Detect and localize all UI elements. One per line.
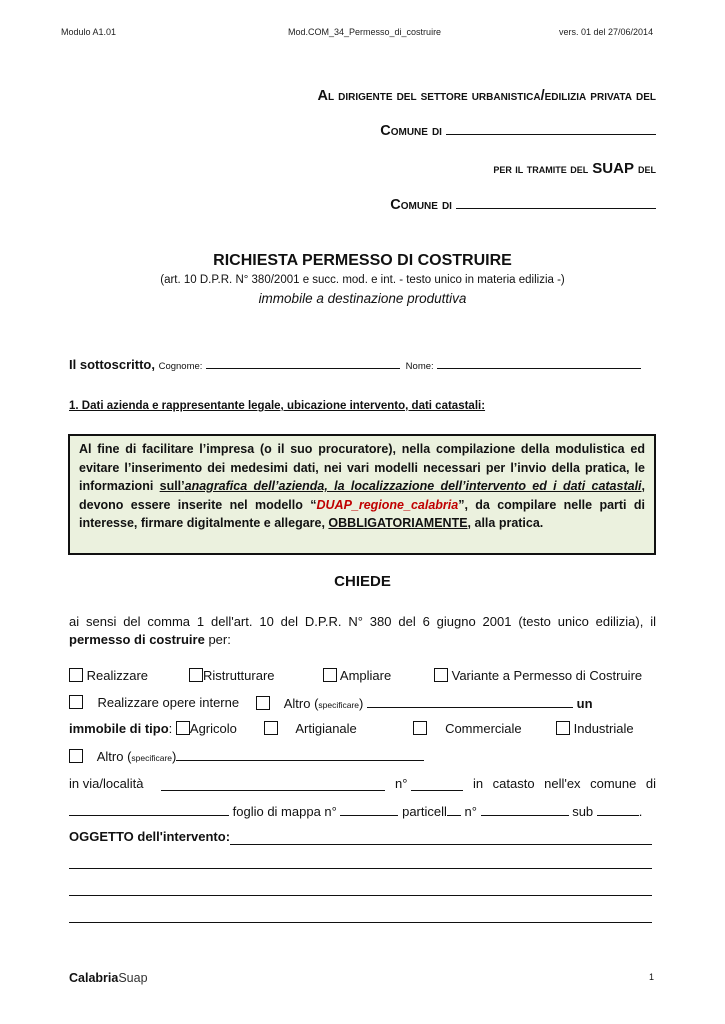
oggetto-line-3[interactable] <box>69 895 652 896</box>
recipient-comune-label-2: Comune di <box>390 197 452 213</box>
recipient-line4 <box>390 196 656 213</box>
recipient-comune-label: Comune di <box>380 123 442 139</box>
section1-title: 1. Dati azienda e rappresentante legale, ubicazione intervento, dati catastali: <box>69 400 486 412</box>
oggetto-field[interactable] <box>230 844 652 845</box>
checkbox-ristrutturare[interactable] <box>189 668 203 682</box>
recipient-line2 <box>380 122 656 139</box>
particella-field[interactable] <box>481 803 569 816</box>
foglio-row: foglio di mappa n° particell n° sub . <box>69 803 642 819</box>
recipient-line3 <box>493 160 656 177</box>
notice-text-1: Al fine di facilitare l’impresa (o il suo procuratore), nella compilazione della modulistica ed evitare l’inserimento dei medesimi dati, nei vari modelli necessari per l’invio della pratica, le informazioni <box>79 442 645 493</box>
notice-box <box>68 434 656 555</box>
checkbox-industriale[interactable] <box>556 721 570 735</box>
checkbox-interne[interactable] <box>69 695 83 709</box>
catasto-label: in catasto nell'ex comune di <box>473 776 656 791</box>
option-realizzare[interactable] <box>69 668 148 683</box>
civico-field[interactable] <box>411 790 463 791</box>
label-commerciale: Commerciale <box>445 721 522 736</box>
particella-n-label: n° <box>464 804 477 819</box>
label-agricolo: Agricolo <box>189 721 237 736</box>
name-label: Nome: <box>405 361 434 372</box>
option-ampliare[interactable] <box>323 668 391 683</box>
label-immobile: immobile di tipo <box>69 721 169 736</box>
signer-row <box>69 356 641 372</box>
via-field[interactable] <box>161 790 385 791</box>
particella-suffix-field[interactable] <box>447 803 461 816</box>
label-specificare: specificare <box>318 700 360 710</box>
option-altro-tipo[interactable]: Altro (specificare) <box>69 748 424 764</box>
header-left: Modulo A1.01 <box>61 27 117 37</box>
oggetto-label: OGGETTO dell'intervento: <box>69 829 231 844</box>
footer-brand-bold: Calabria <box>69 971 119 985</box>
document-title: RICHIESTA PERMESSO DI COSTRUIRE <box>213 252 512 269</box>
header-right: vers. 01 del 27/06/2014 <box>559 27 654 37</box>
label-interne: Realizzare opere interne <box>97 695 240 710</box>
label-altro-2: Altro ( <box>96 749 132 764</box>
surname-field[interactable] <box>206 356 400 369</box>
label-ristrutturare: Ristrutturare <box>203 668 275 683</box>
checkbox-realizzare[interactable] <box>69 668 83 682</box>
comune-blank-2[interactable] <box>456 196 656 209</box>
checkbox-altro[interactable] <box>256 696 270 710</box>
civico-label: n° <box>395 776 408 791</box>
oggetto-line-4[interactable] <box>69 922 652 923</box>
notice-text-3: ”, da compilare nelle parti di interesse, firmare digitalmente e allegare, <box>79 497 645 530</box>
particella-label: particell <box>402 804 447 819</box>
oggetto-line-2[interactable] <box>69 868 652 869</box>
option-interne[interactable] <box>69 695 239 710</box>
intro-line2 <box>69 632 231 647</box>
name-field[interactable] <box>437 356 641 369</box>
document-italic-subtitle: immobile a destinazione produttiva <box>258 291 467 306</box>
notice-text-4: , alla pratica. <box>467 516 544 530</box>
sub-field[interactable] <box>597 803 639 816</box>
option-artigianale[interactable] <box>264 721 357 736</box>
ex-comune-field[interactable] <box>69 803 229 816</box>
checkbox-agricolo[interactable] <box>176 721 190 735</box>
foglio-label: foglio di mappa n° <box>232 804 337 819</box>
signer-label: Il sottoscritto, <box>69 357 155 372</box>
label-specificare-2: specificare <box>131 753 173 763</box>
intro-text: ai sensi del comma 1 dell'art. 10 del D.P.R. N° 380 del 6 giugno 2001 (testo unico edilizia), il <box>69 614 656 629</box>
comune-blank-1[interactable] <box>446 122 656 135</box>
checkbox-variante[interactable] <box>434 668 448 682</box>
notice-mandatory: OBBLIGATORIAMENTE <box>328 516 468 530</box>
recipient-del: del <box>638 162 656 176</box>
notice-text-2: , devono essere inserite nel modello “ <box>79 479 646 512</box>
label-ampliare: Ampliare <box>339 668 392 683</box>
label-altro: Altro ( <box>283 696 319 711</box>
notice-model-name: DUAP_regione_calabria <box>316 497 459 512</box>
option-altro[interactable]: Altro (specificare) un <box>256 695 593 711</box>
altro-tipo-field[interactable] <box>176 748 424 761</box>
recipient-line1: Al dirigente del settore urbanistica/edilizia privata del <box>317 88 656 104</box>
notice-underline: sull’ <box>159 479 185 493</box>
option-variante[interactable] <box>434 668 642 683</box>
foglio-field[interactable] <box>340 803 398 816</box>
option-commerciale[interactable] <box>413 721 522 736</box>
label-realizzare: Realizzare <box>86 668 149 683</box>
option-ristrutturare[interactable] <box>189 668 275 683</box>
label-artigianale: Artigianale <box>295 721 357 736</box>
recipient-tramite: per il tramite del <box>493 162 589 176</box>
header-center: Mod.COM_34_Permesso_di_costruire <box>288 27 442 37</box>
label-variante: Variante a Permesso di Costruire <box>451 668 643 683</box>
checkbox-commerciale[interactable] <box>413 721 427 735</box>
page-number: 1 <box>649 972 655 982</box>
document-subtitle: (art. 10 D.P.R. N° 380/2001 e succ. mod. e int. - testo unico in materia edilizia -) <box>160 274 565 286</box>
altro-field[interactable] <box>367 695 573 708</box>
sub-label: sub <box>572 804 594 819</box>
notice-italic: anagrafica dell’azienda, la localizzazione dell’intervento ed i dati catastali <box>184 479 642 493</box>
via-label: in via/località <box>69 776 144 791</box>
chiede-heading: CHIEDE <box>334 573 391 590</box>
surname-label: Cognome: <box>158 361 203 372</box>
immobile-row: immobile di tipo: Agricolo <box>69 721 237 736</box>
label-industriale: Industriale <box>573 721 634 736</box>
footer-brand <box>69 971 148 985</box>
checkbox-altro-tipo[interactable] <box>69 749 83 763</box>
checkbox-ampliare[interactable] <box>323 668 337 682</box>
recipient-suap: SUAP <box>592 160 634 177</box>
intro-suffix: per: <box>204 632 231 647</box>
intro-bold: permesso di costruire <box>69 632 205 647</box>
option-industriale[interactable] <box>556 721 634 736</box>
checkbox-artigianale[interactable] <box>264 721 278 735</box>
footer-brand-rest: Suap <box>118 971 148 985</box>
label-un: un <box>576 696 593 711</box>
